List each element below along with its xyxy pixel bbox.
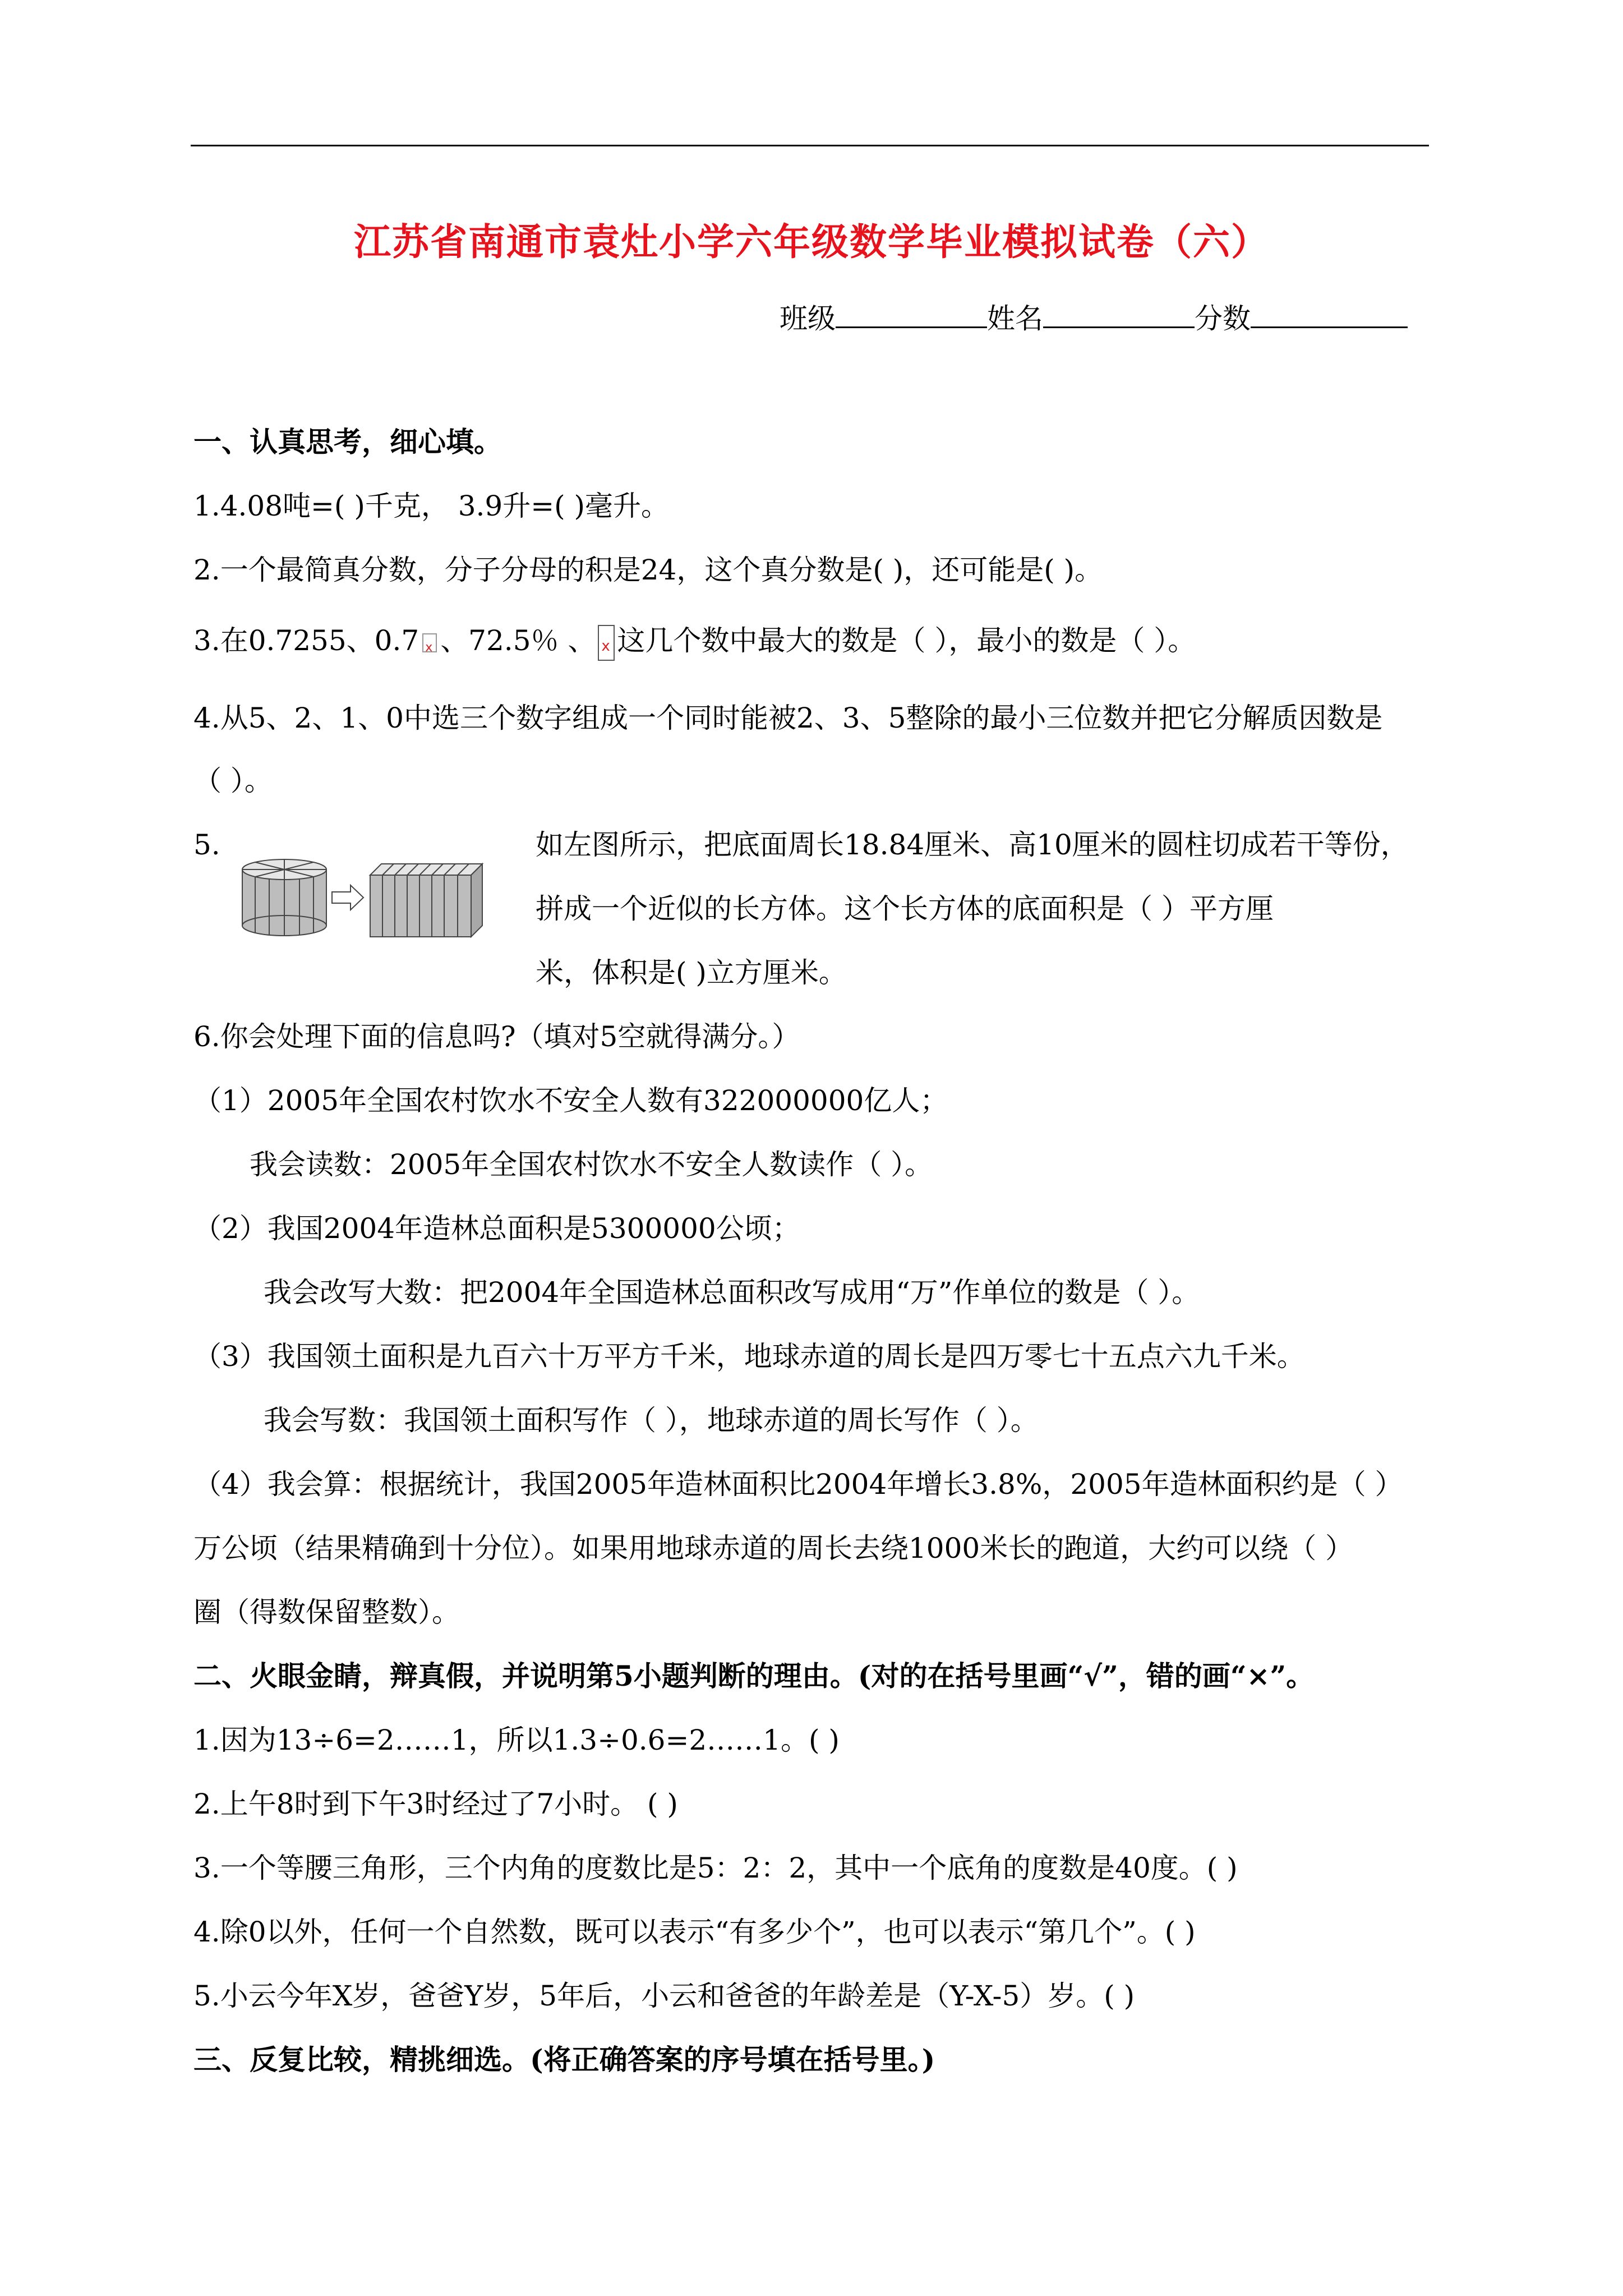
arrow-shape — [332, 885, 363, 910]
question-1-6-3: （3）我国领土面积是九百六十万平方千米，地球赤道的周长是四万零七十五点六九千米。 — [193, 1340, 1305, 1373]
question-1-2: 2.一个最简真分数，分子分母的积是24，这个真分数是( )，还可能是( )。 — [193, 554, 1103, 586]
question-2-4: 4.除0以外，任何一个自然数，既可以表示“有多少个”，也可以表示“第几个”。( ) — [193, 1916, 1196, 1948]
name-label: 姓名 — [987, 302, 1043, 335]
name-blank[interactable] — [1043, 301, 1195, 328]
question-1-5-line-a: 如左图所示，把底面周长18.84厘米、高10厘米的圆柱切成若干等份， — [536, 829, 1409, 861]
broken-image-icon: x — [598, 625, 615, 661]
question-1-4: 4.从5、2、1、0中选三个数字组成一个同时能被2、3、5整除的最小三位数并把它分解质因数是 — [193, 702, 1383, 734]
q3-part-a: 3.在0.7255、0.7 — [193, 624, 419, 657]
question-1-4-answer: （ ）。 — [193, 765, 273, 797]
question-1-6-4-line-a: （4）我会算：根据统计，我国2005年造林面积比2004年增长3.8%，2005年造林面积约是（ ） — [193, 1468, 1403, 1501]
q3-part-b: 、72.5％ 、 — [440, 624, 596, 657]
question-1-6-4-line-b: 万公顷（结果精确到十分位）。如果用地球赤道的周长去绕1000米长的跑道，大约可以绕（ ） — [193, 1532, 1354, 1565]
score-label: 分数 — [1195, 302, 1251, 335]
question-2-3: 3.一个等腰三角形，三个内角的度数比是5：2：2，其中一个底角的度数是40度。( ) — [193, 1852, 1238, 1884]
page-title: 江苏省南通市袁灶小学六年级数学毕业模拟试卷（六） — [354, 220, 1269, 264]
question-1-3 — [193, 624, 1196, 661]
broken-image-icon: x — [422, 633, 437, 652]
question-1-6-1: （1）2005年全国农村饮水不安全人数有322000000亿人； — [193, 1084, 948, 1117]
class-blank[interactable] — [836, 301, 987, 328]
section3-heading: 三、反复比较，精挑细选。(将正确答案的序号填在括号里。) — [193, 2043, 935, 2076]
question-1-6-2: （2）我国2004年造林总面积是5300000公顷； — [193, 1212, 800, 1245]
top-rule — [191, 145, 1429, 146]
question-1-6-2-answer: 我会改写大数：把2004年全国造林总面积改写成用“万”作单位的数是（ ）。 — [264, 1276, 1200, 1309]
question-1-1: 1.4.08吨=( )千克， 3.9升=( )毫升。 — [193, 490, 670, 522]
question-2-2: 2.上午8时到下午3时经过了7小时。 ( ) — [193, 1788, 678, 1820]
score-blank[interactable] — [1251, 301, 1408, 328]
question-1-6-1-answer: 我会读数：2005年全国农村饮水不安全人数读作（ ）。 — [250, 1148, 933, 1181]
section1-heading: 一、认真思考，细心填。 — [193, 425, 502, 458]
question-1-6-3-answer: 我会写数：我国领土面积写作（ ），地球赤道的周长写作（ ）。 — [264, 1404, 1039, 1437]
section2-heading: 二、火眼金睛，辩真假，并说明第5小题判断的理由。(对的在括号里画“√”，错的画“×”。 — [193, 1659, 1315, 1692]
class-label: 班级 — [780, 302, 836, 335]
question-1-5-number: 5. — [193, 829, 220, 861]
question-2-1: 1.因为13÷6=2……1，所以1.3÷0.6=2……1。( ) — [193, 1724, 840, 1756]
question-1-6: 6.你会处理下面的信息吗?（填对5空就得满分。） — [193, 1020, 800, 1053]
question-1-5-line-c: 米，体积是( )立方厘米。 — [536, 956, 847, 989]
student-info — [780, 296, 1408, 337]
cylinder-shape — [242, 859, 326, 936]
question-2-5: 5.小云今年X岁，爸爸Y岁，5年后，小云和爸爸的年龄差是（Y-X-5）岁。( ) — [193, 1980, 1135, 2012]
question-1-6-4-line-c: 圈（得数保留整数）。 — [193, 1596, 460, 1628]
question-1-5-line-b: 拼成一个近似的长方体。这个长方体的底面积是（ ）平方厘 — [536, 892, 1274, 925]
cuboid-shape — [370, 864, 482, 937]
cylinder-to-cuboid-figure — [236, 853, 488, 942]
q3-part-c: 这几个数中最大的数是（ ），最小的数是（ ）。 — [617, 624, 1196, 657]
